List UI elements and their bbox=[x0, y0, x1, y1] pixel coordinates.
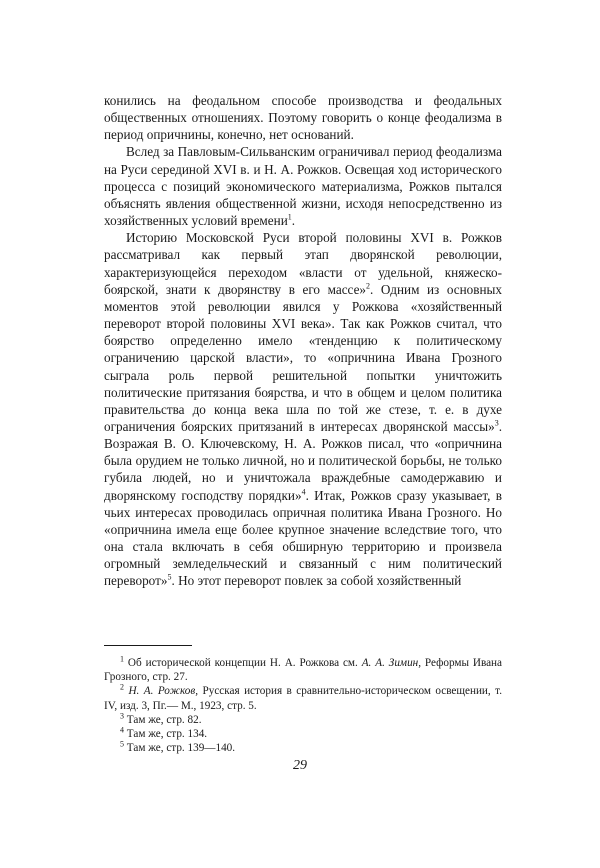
footnote-divider bbox=[104, 645, 192, 646]
footnote-4: $^4$ Там же, стр. 134. bbox=[120, 725, 208, 741]
footnote-2: $^2$ Н. А. Рожков, Русская история в сравнительно-историческом освещении, т. IV, изд. 3, Пг.— М., 1923, стр. 5. bbox=[104, 682, 503, 712]
page-number: 29 bbox=[293, 758, 307, 773]
footnote-ref-3: 3 bbox=[494, 418, 499, 428]
footnote-ref-4: 4 bbox=[301, 487, 306, 497]
footnote-ref-1: 1 bbox=[287, 212, 292, 222]
footnote-5: $^5$ Там же, стр. 139—140. bbox=[120, 739, 236, 755]
footnote-3: $^3$ Там же, стр. 82. bbox=[120, 711, 202, 726]
footnote-1: $^1$ Об исторической концепции Н. А. Рожкова см. А. А. Зимин, Реформы Ивана Грозного, стр. 27. bbox=[104, 654, 503, 684]
paragraph-2: Вслед за Павловым-Сильванским ограничивал период феодализма на Руси серединой XVI в. и Н. А. Рожков. Освещая ход исторического процесса с позиций экономического материализма, Рожков пытался объяснять явления общественной жизни, исходя непосредственно из хозяйственных условий времени$^1$. bbox=[104, 144, 502, 229]
footnote-ref-2: 2 bbox=[366, 281, 371, 291]
footnotes bbox=[104, 656, 502, 755]
main-text bbox=[104, 92, 502, 590]
footnote-ref-5: 5 bbox=[167, 572, 172, 582]
paragraph-1: конились на феодальном способе производства и феодальных общественных отношениях. Поэтому говорить о конце феодализма в период опричнины, конечно, нет оснований. bbox=[104, 93, 502, 143]
paragraph-3: Историю Московской Руси второй половины XVI в. Рожков рассматривал как первый этап дворянской революции, характеризующейся переходом «власти от удельной, княжеско-боярской, знати к дворянству в его массе»$^2$. Одним из основных моментов этой революции явился у Рожкова «хозяйственный переворот второй половины XVI века». Так как Рожков считал, что боярство определенно имело «тенденцию к политическому ограничению царской власти», то «опричнина Ивана Грозного сыграла роль первой решительной попытки уничтожить политические притязания боярства, и что в общем и целом политика правительства до конца века шла по той же стезе, т. е. в духе ограничения боярских притязаний в интересах дворянской массы»$^3$. Возражая В. О. Ключевскому, Н. А. Рожков писал, что «опричнина была орудием не только личной, но и политической борьбы, не только губила людей, но и уничтожала враждебные самодержавию и дворянскому господству порядки»$^4$. Итак, Рожков сразу указывает, в чьих интересах проводилась опричная политика Ивана Грозного. Но «опричнина имела еще более крупное значение вследствие того, что она стала включать в себя обширную территорию и произвела огромный земледельческий и связанный с ним политический переворот»$^5$. Но этот переворот повлек за собой хозяйственный bbox=[104, 230, 503, 589]
